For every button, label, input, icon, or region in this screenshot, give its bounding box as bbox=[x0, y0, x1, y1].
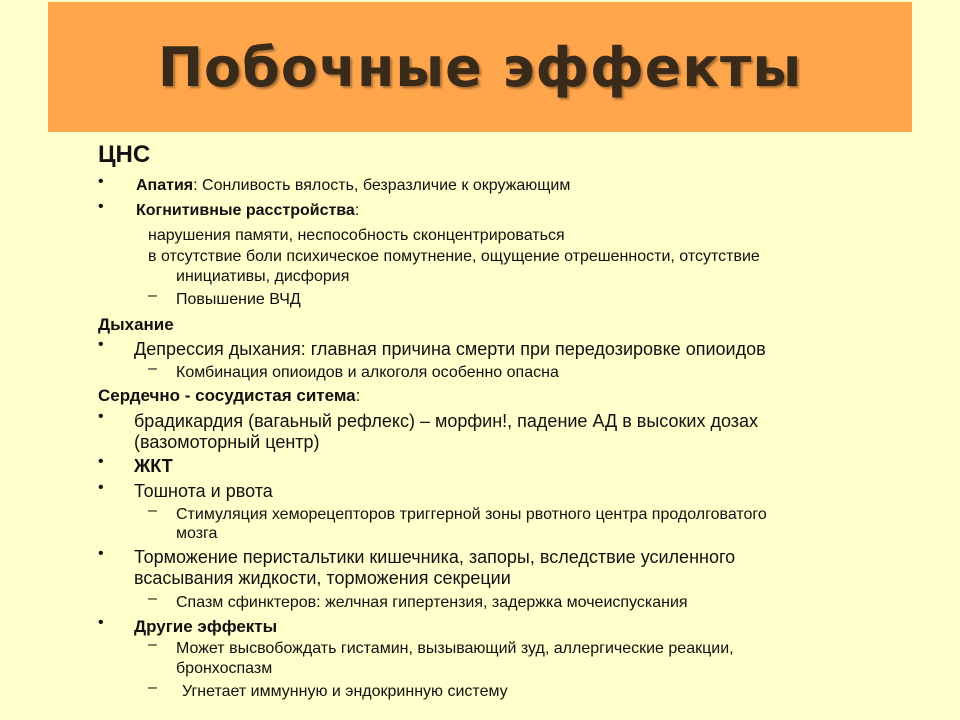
cns-cognitive-item bbox=[136, 202, 359, 220]
cardio-heading-colon: : bbox=[355, 386, 361, 405]
gi-motility-line1: Торможение перистальтики кишечника, запоры, вследствие усиленного bbox=[134, 547, 736, 567]
breathing-depression-item: Депрессия дыхания: главная причина смерти при передозировке опиоидов bbox=[134, 339, 766, 359]
cognitive-term: Когнитивные расстройства bbox=[136, 202, 355, 219]
other-heading: Другие эффекты bbox=[134, 617, 278, 636]
gi-heading: ЖКТ bbox=[134, 456, 173, 476]
cardio-brady-line2: (вазомоторный центр) bbox=[134, 432, 320, 452]
cardio-heading-text: Сердечно - сосудистая ситема bbox=[98, 386, 356, 405]
gi-stim-line2: мозга bbox=[176, 525, 218, 542]
dash-marker: – bbox=[148, 360, 157, 377]
bullet-marker: • bbox=[98, 336, 104, 353]
bullet-marker: • bbox=[98, 479, 104, 496]
cns-no-pain-line1: в отсутствие боли психическое помутнение, ощущение отрешенности, отсутствие bbox=[148, 248, 760, 265]
bullet-marker: • bbox=[98, 408, 104, 425]
apathy-desc: : Сонливость вялость, безразличие к окружающим bbox=[193, 177, 571, 194]
gi-spasm-item: Спазм сфинктеров: желчная гипертензия, задержка мочеиспускания bbox=[176, 594, 688, 611]
cardio-heading bbox=[98, 386, 360, 406]
bullet-marker: • bbox=[98, 614, 104, 631]
dash-marker: – bbox=[148, 287, 157, 304]
apathy-term: Апатия bbox=[136, 177, 194, 194]
bullet-marker: • bbox=[98, 198, 104, 215]
other-histamine-line2: бронхоспазм bbox=[176, 660, 273, 677]
cns-heading: ЦНС bbox=[98, 141, 151, 168]
dash-marker: – bbox=[148, 502, 157, 519]
gi-nausea-item: Тошнота и рвота bbox=[134, 481, 273, 501]
bullet-marker: • bbox=[98, 453, 104, 470]
cns-memory-text: нарушения памяти, неспособность сконцентрироваться bbox=[148, 227, 565, 244]
cognitive-colon: : bbox=[354, 202, 360, 219]
other-immune-item: Угнетает иммунную и эндокринную систему bbox=[182, 683, 508, 700]
cns-apathy-item bbox=[136, 177, 570, 195]
breathing-combination-item: Комбинация опиоидов и алкоголя особенно опасна bbox=[176, 364, 559, 381]
dash-marker: – bbox=[148, 679, 157, 696]
other-histamine-line1: Может высвобождать гистамин, вызывающий зуд, аллергические реакции, bbox=[176, 640, 734, 657]
slide-title: Побочные эффекты bbox=[157, 35, 803, 99]
gi-stim-line1: Стимуляция хеморецепторов триггерной зоны рвотного центра продолговатого bbox=[176, 506, 767, 523]
cns-no-pain-line2: инициативы, дисфория bbox=[176, 268, 350, 285]
dash-marker: – bbox=[148, 590, 157, 607]
cardio-brady-line1: брадикардия (вагаьный рефлекс) – морфин!, падение АД в высоких дозах bbox=[134, 411, 759, 431]
dash-marker: – bbox=[148, 636, 157, 653]
cns-icp-item: Повышение ВЧД bbox=[176, 291, 301, 308]
gi-motility-line2: всасывания жидкости, торможения секреции bbox=[134, 568, 511, 588]
bullet-marker: • bbox=[98, 173, 104, 190]
breathing-heading: Дыхание bbox=[98, 315, 174, 334]
bullet-marker: • bbox=[98, 545, 104, 562]
